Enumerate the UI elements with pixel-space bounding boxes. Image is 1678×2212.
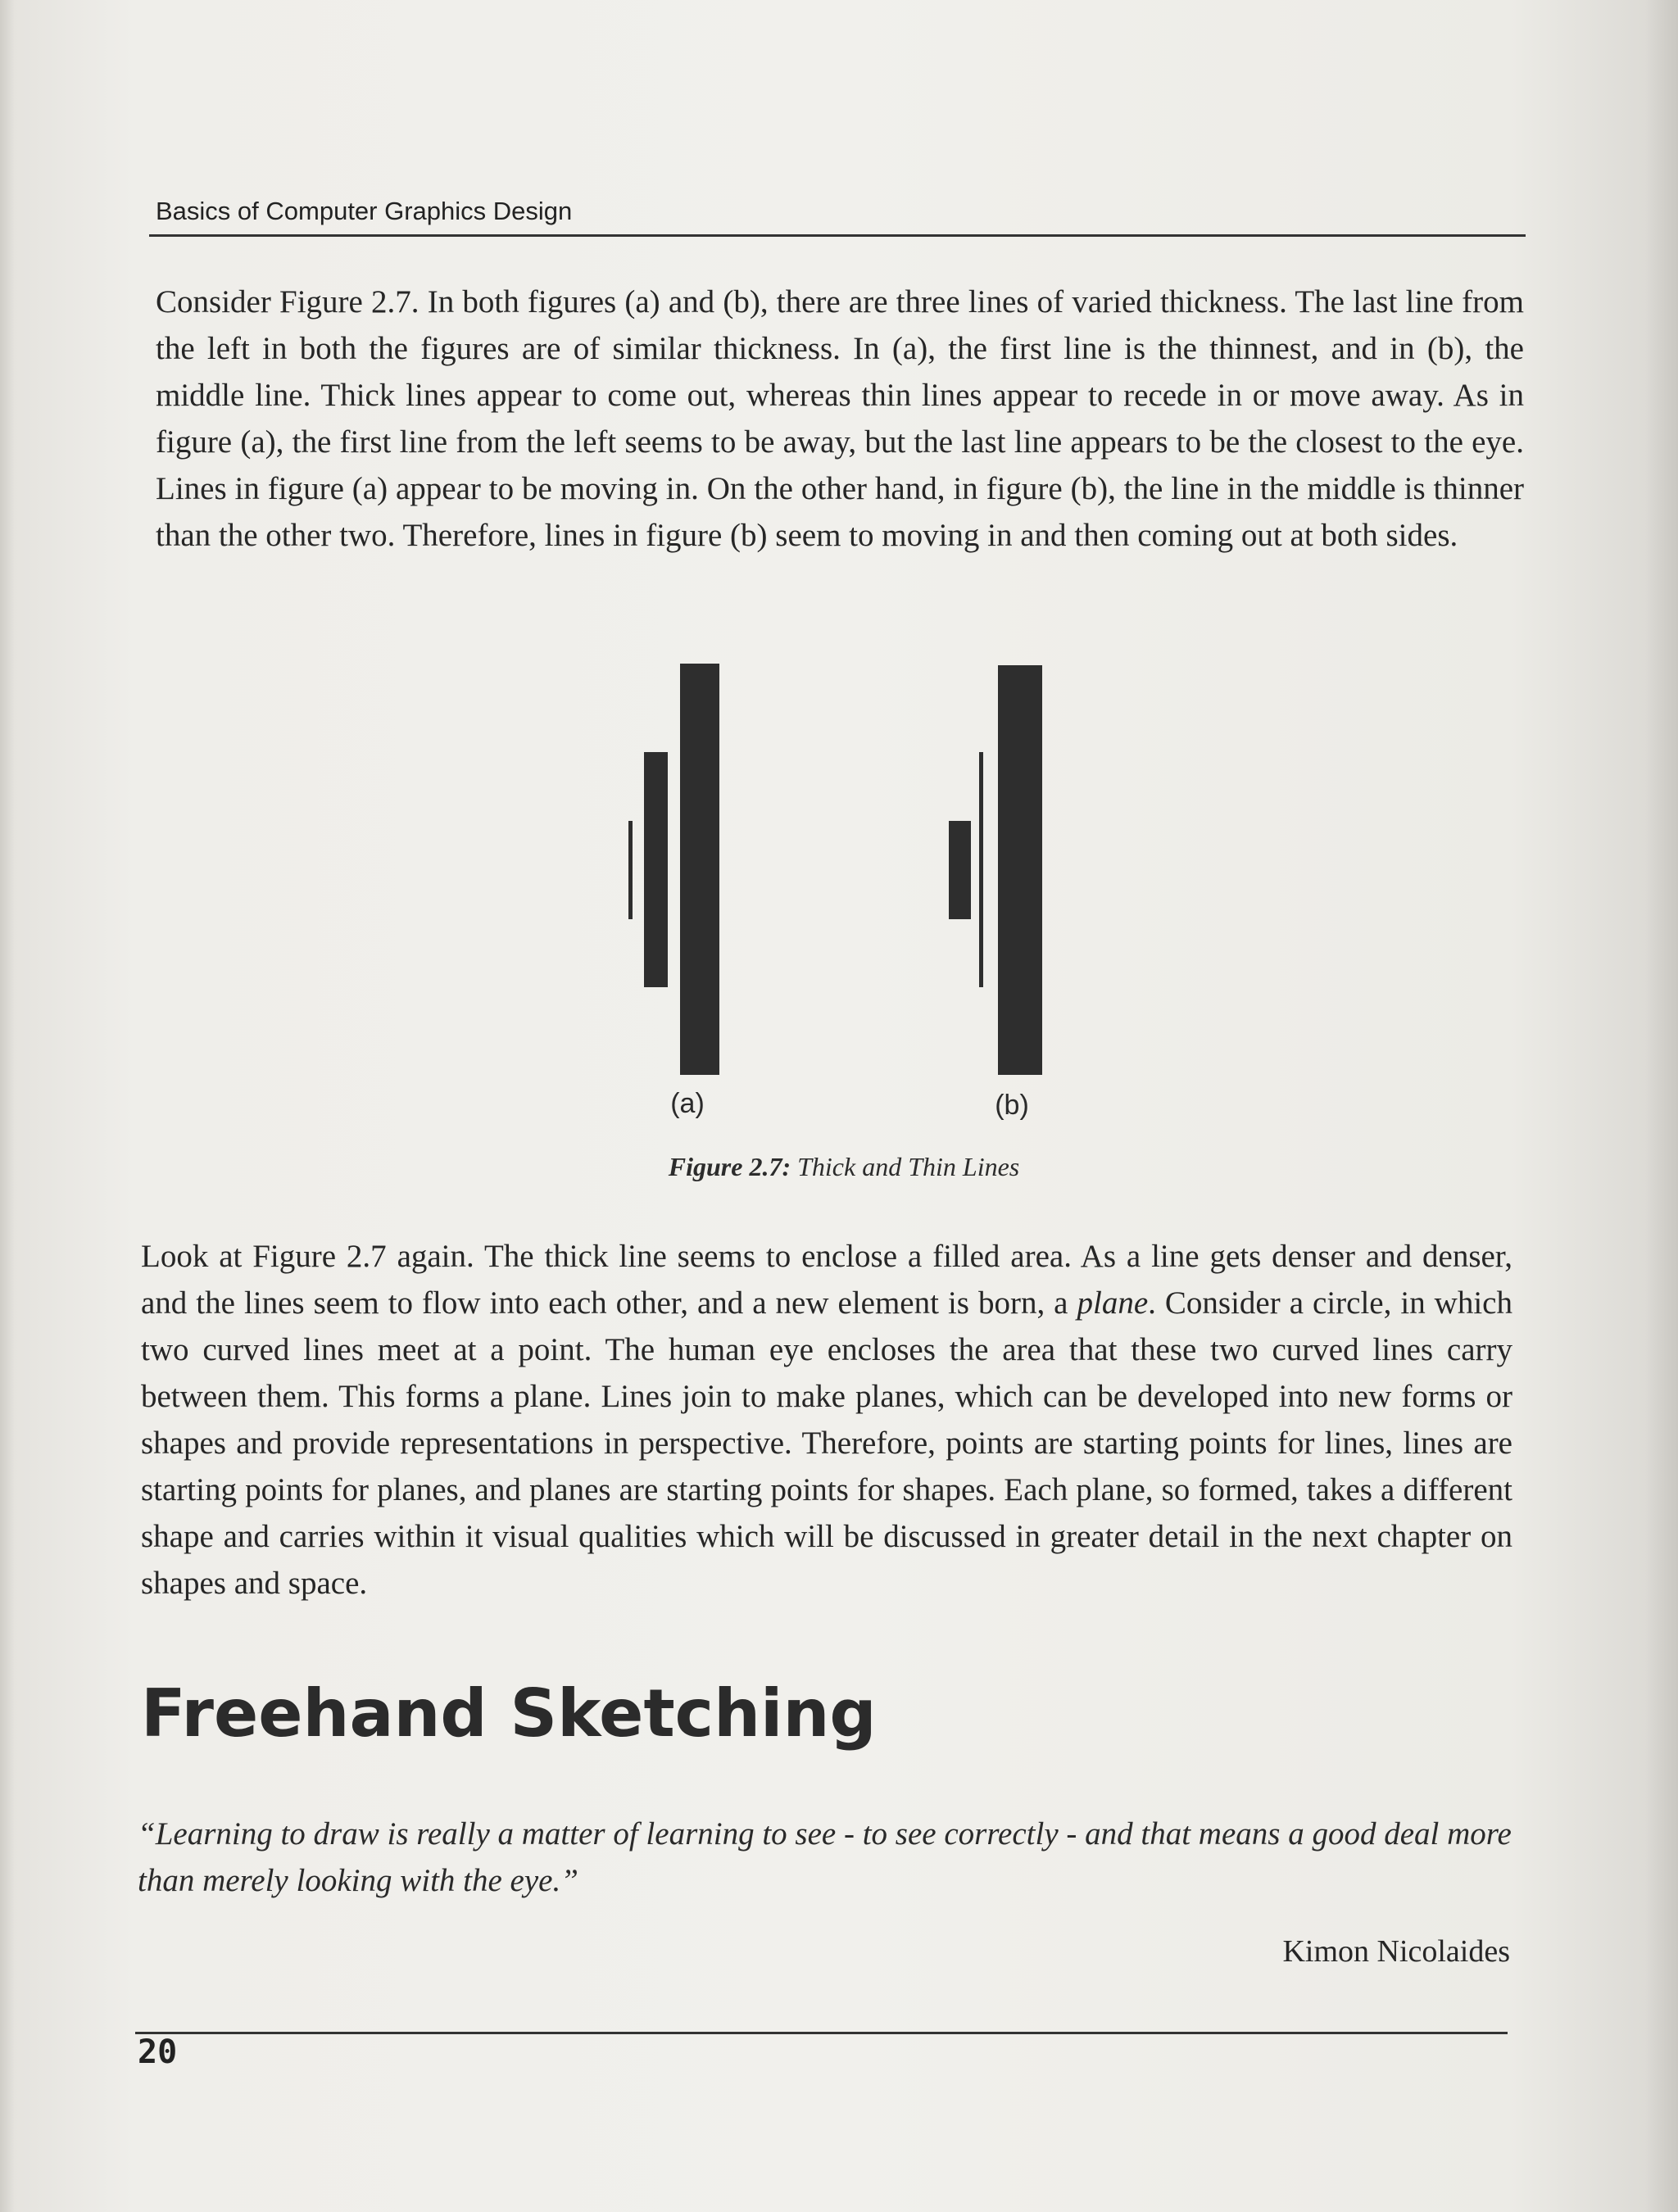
footer-rule — [135, 2032, 1508, 2034]
figure-a-thin-line — [628, 821, 633, 919]
figure-b-medium-line — [949, 821, 971, 919]
body-paragraph-2 — [141, 1233, 1512, 1607]
body-paragraph-2-emphasis: plane — [1077, 1285, 1149, 1321]
figure-2-7-drawing — [574, 647, 1114, 1188]
figure-a-medium-line — [644, 752, 668, 987]
page-shadow-right — [1645, 0, 1678, 2212]
running-header: Basics of Computer Graphics Design — [156, 197, 573, 225]
figure-a-label: (a) — [670, 1088, 705, 1119]
figure-b-thick-line — [998, 665, 1042, 1075]
page-number: 20 — [138, 2033, 178, 2071]
body-paragraph-2-part-1: Look at Figure 2.7 again. The thick line seems to enclose a filled area. As a line gets denser and denser, and the lines seem to flow into each other, and a new element is born, a — [141, 1239, 1512, 1321]
figure-caption — [574, 1152, 1114, 1182]
figure-2-7 — [574, 647, 1114, 1188]
figure-b-label: (b) — [995, 1090, 1029, 1121]
figure-caption-text: Thick and Thin Lines — [791, 1152, 1020, 1181]
epigraph-attribution: Kimon Nicolaides — [1282, 1934, 1510, 1969]
body-paragraph-1: Consider Figure 2.7. In both figures (a) and (b), there are three lines of varied thickness. The last line from the left in both the figures are of similar thickness. In (a), the first line is the thinnest, and in (b), the middle line. Thick lines appear to come out, whereas thin lines appear to recede in or move away. As in figure (a), the first line from the left seems to be away, but the last line appears to be the closest to the eye. Lines in figure (a) appear to be moving in. On the other hand, in figure (b), the line in the middle is thinner than the other two. Therefore, lines in figure (b) seem to moving in and then coming out at both sides. — [156, 284, 1524, 553]
figure-a-thick-line — [680, 664, 719, 1075]
figure-b-thin-line — [979, 752, 983, 987]
figure-caption-label: Figure 2.7: — [668, 1152, 791, 1181]
epigraph-quote: “Learning to draw is really a matter of learning to see - to see correctly - and that means a good deal more than merely looking with the eye.” — [138, 1816, 1512, 1898]
section-heading: Freehand Sketching — [141, 1675, 877, 1752]
page-shadow-left — [0, 0, 15, 2212]
body-paragraph-2-part-2: . Consider a circle, in which two curved lines meet at a point. The human eye encloses the area that these two curved lines carry between them. This forms a plane. Lines join to make planes, which can be developed into new forms or shapes and provide representations in perspective. Therefore, points are starting points for lines, lines are starting points for planes, and planes are starting points for shapes. Each plane, so formed, takes a different shape and carries within it visual qualities which will be discussed in greater detail in the next chapter on shapes and space. — [141, 1285, 1512, 1601]
header-rule — [149, 234, 1526, 237]
